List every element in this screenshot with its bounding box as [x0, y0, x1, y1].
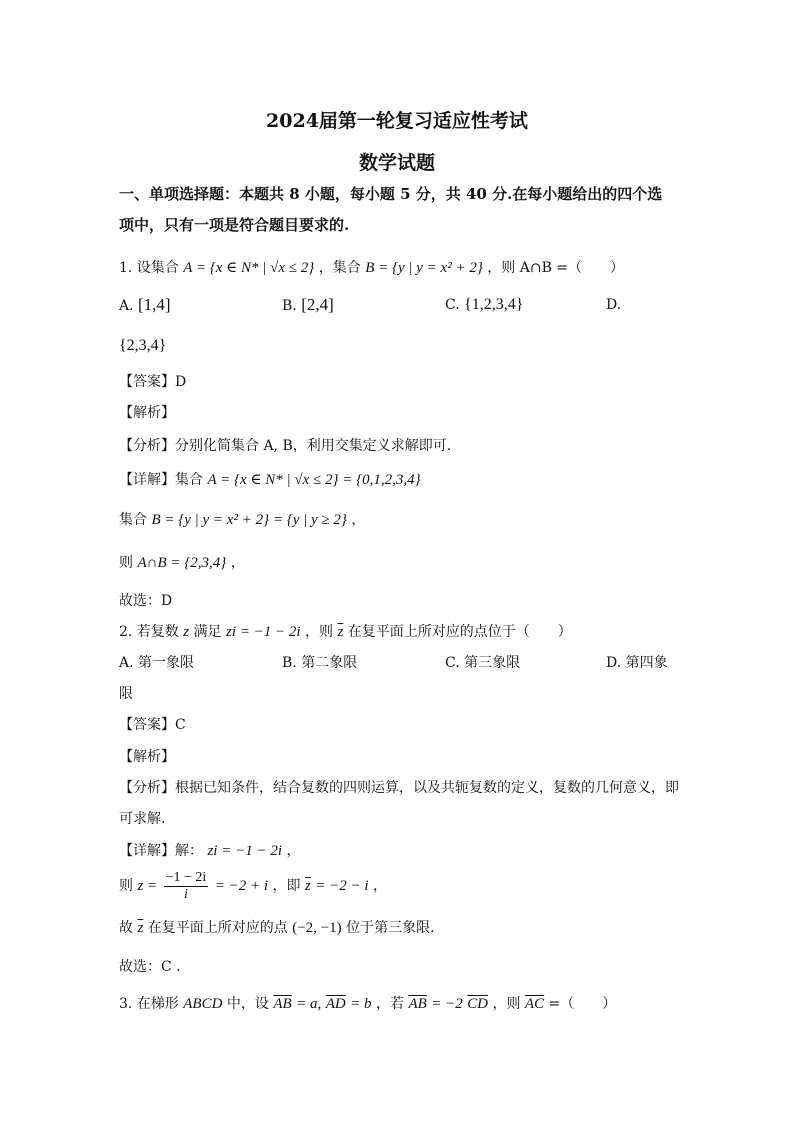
q2-option-c-value: 第三象限: [464, 655, 521, 671]
section-heading-line2: 项中，只有一项是符合题目要求的.: [119, 216, 350, 234]
q2-detail-line2: [119, 868, 387, 904]
q2-stem-mid2: ，则: [305, 624, 334, 640]
q1-detail2-tail: ，: [351, 512, 366, 528]
q2-detail2-numerator: −1 − 2i: [165, 869, 207, 885]
q1-option-d: [606, 295, 621, 315]
q3-prefix: 3. 在梯形: [119, 996, 179, 1012]
q2-detail3-prefix: 故: [119, 920, 133, 936]
q2-detail1-math: zi = −1 − 2i: [207, 843, 282, 859]
q2-detail1-prefix: 【详解】解：: [119, 843, 203, 859]
q3-eq2: = b: [350, 996, 372, 1012]
q3-eq1: = a,: [296, 996, 322, 1012]
q1-option-b: [282, 295, 334, 316]
q2-option-d-value: 第四象: [625, 655, 668, 671]
q1-detail3-prefix: 则: [119, 555, 133, 571]
q2-detail2-conj-rhs: = −2 − i: [315, 878, 369, 894]
q1-prefix: 1. 设集合: [119, 260, 179, 276]
q3-eq3: = −2: [431, 996, 463, 1012]
q2-option-a: [119, 653, 194, 673]
q3-vector-ab: $\overline{AB}$: [273, 996, 292, 1012]
q1-tail: ，则 A∩B =（ ）: [487, 260, 625, 276]
q2-detail2-mid: ，即: [272, 878, 301, 894]
q2-stem-prefix: 2. 若复数: [119, 624, 179, 640]
q1-detail1-prefix: 【详解】集合: [119, 472, 203, 488]
exam-subtitle: 数学试题: [358, 152, 435, 174]
q2-detail-line1: [119, 841, 300, 861]
q1-set-a: A = {x ∈ N* | √x ≤ 2}: [183, 260, 315, 276]
q1-detail1-math: A = {x ∈ N* | √x ≤ 2} = {0,1,2,3,4}: [207, 472, 421, 488]
q2-option-c: [445, 653, 520, 673]
q2-detail3-tail: 位于第三象限.: [346, 920, 435, 936]
q2-option-a-value: 第一象限: [138, 655, 195, 671]
q2-detail2-lhs: z =: [137, 878, 158, 894]
q2-stem-tail: 在复平面上所对应的点位于（ ）: [347, 624, 572, 640]
q2-option-d-label: D.: [606, 655, 622, 671]
q1-option-c: [445, 295, 523, 315]
q3-mid2: ，若: [375, 996, 404, 1012]
q3-shape: ABCD: [183, 996, 223, 1012]
q1-detail2-math: B = {y | y = x² + 2} = {y | y ≥ 2}: [151, 512, 347, 528]
q1-analysis: 【分析】分别化简集合 A, B，利用交集定义求解即可.: [119, 438, 452, 454]
exam-title: 2024届第一轮复习适应性考试: [266, 110, 528, 132]
q2-stem-eq: zi = −1 − 2i: [226, 624, 301, 640]
q2-detail1-tail: ，: [286, 843, 301, 859]
q1-conclusion: 故选：D: [119, 593, 173, 609]
q2-conclusion: 故选：C .: [119, 959, 181, 975]
q3-vector-cd: $\overline{CD}$: [467, 996, 489, 1012]
q2-option-b-value: 第二象限: [301, 655, 358, 671]
q3-vector-ab-2: $\overline{AB}$: [408, 996, 427, 1012]
q3-stem: [119, 994, 616, 1014]
q2-option-b-label: B.: [282, 655, 297, 671]
q2-detail3-point: (−2, −1): [292, 920, 342, 936]
q2-option-b: [282, 653, 357, 673]
section-heading-line1: 一、单项选择题：本题共 8 小题，每小题 5 分，共 40 分.在每小题给出的四个选: [119, 185, 663, 203]
q3-mid1: 中，设: [226, 996, 269, 1012]
q1-mid: ，集合: [318, 260, 361, 276]
q3-tail: =（ ）: [548, 996, 617, 1012]
q1-detail2-prefix: 集合: [119, 512, 147, 528]
q1-detail-line1: [119, 470, 421, 490]
q1-stem: [119, 258, 624, 278]
q2-detail2-fraction: [164, 870, 209, 903]
q2-answer: 【答案】C: [119, 717, 186, 733]
q2-analysis-tag: 【解析】: [119, 749, 175, 765]
q2-stem-mid: 满足: [193, 624, 222, 640]
q2-detail3-mid: 在复平面上所对应的点: [147, 920, 288, 936]
q1-detail3-math: A∩B = {2,3,4}: [137, 555, 227, 571]
q2-detail2-rhs: = −2 + i: [214, 878, 269, 894]
q1-answer: 【答案】D: [119, 374, 187, 390]
q2-detail2-tail: ，: [373, 878, 388, 894]
q3-vector-ad: $\overline{AD}$: [325, 996, 346, 1012]
q1-analysis-tag: 【解析】: [119, 405, 175, 421]
q2-detail2-denominator: i: [184, 886, 188, 902]
q2-detail3-conj: $\overline{z}$: [137, 920, 144, 936]
q1-option-a-label: A.: [119, 298, 134, 314]
q2-stem-var: z: [183, 624, 190, 640]
q1-detail-line3: [119, 553, 245, 573]
q1-option-b-value: [2,4]: [301, 295, 334, 314]
q1-detail3-tail: ，: [230, 555, 245, 571]
q1-set-b: B = {y | y = x² + 2}: [365, 260, 483, 276]
q1-detail-line2: [119, 510, 365, 530]
q3-vector-ac: $\overline{AC}$: [524, 996, 545, 1012]
q1-option-c-label: C.: [445, 297, 460, 313]
q2-option-d: [606, 653, 668, 673]
q2-stem-conj: $\overline{z}$: [337, 624, 344, 640]
q2-detail-line3: [119, 918, 435, 938]
q2-analysis-line1: 【分析】根据已知条件，结合复数的四则运算，以及共轭复数的定义，复数的几何意义，即: [119, 780, 679, 796]
q1-option-b-label: B.: [282, 298, 297, 314]
q2-option-c-label: C.: [445, 655, 460, 671]
q2-stem: [119, 622, 572, 642]
q2-analysis-line2: 可求解.: [119, 811, 166, 827]
q1-option-c-value: {1,2,3,4}: [464, 296, 524, 313]
q2-option-a-label: A.: [119, 655, 134, 671]
q1-option-d-value: {2,3,4}: [119, 337, 167, 354]
q2-detail2-conj: $\overline{z}$: [304, 878, 311, 894]
q1-option-a: [119, 295, 171, 316]
q1-option-a-value: [1,4]: [138, 295, 171, 314]
q2-option-d-wrap: 限: [119, 686, 133, 702]
q2-detail2-prefix: 则: [119, 878, 133, 894]
q1-option-d-label: D.: [606, 297, 622, 313]
q3-mid3: ，则: [492, 996, 521, 1012]
